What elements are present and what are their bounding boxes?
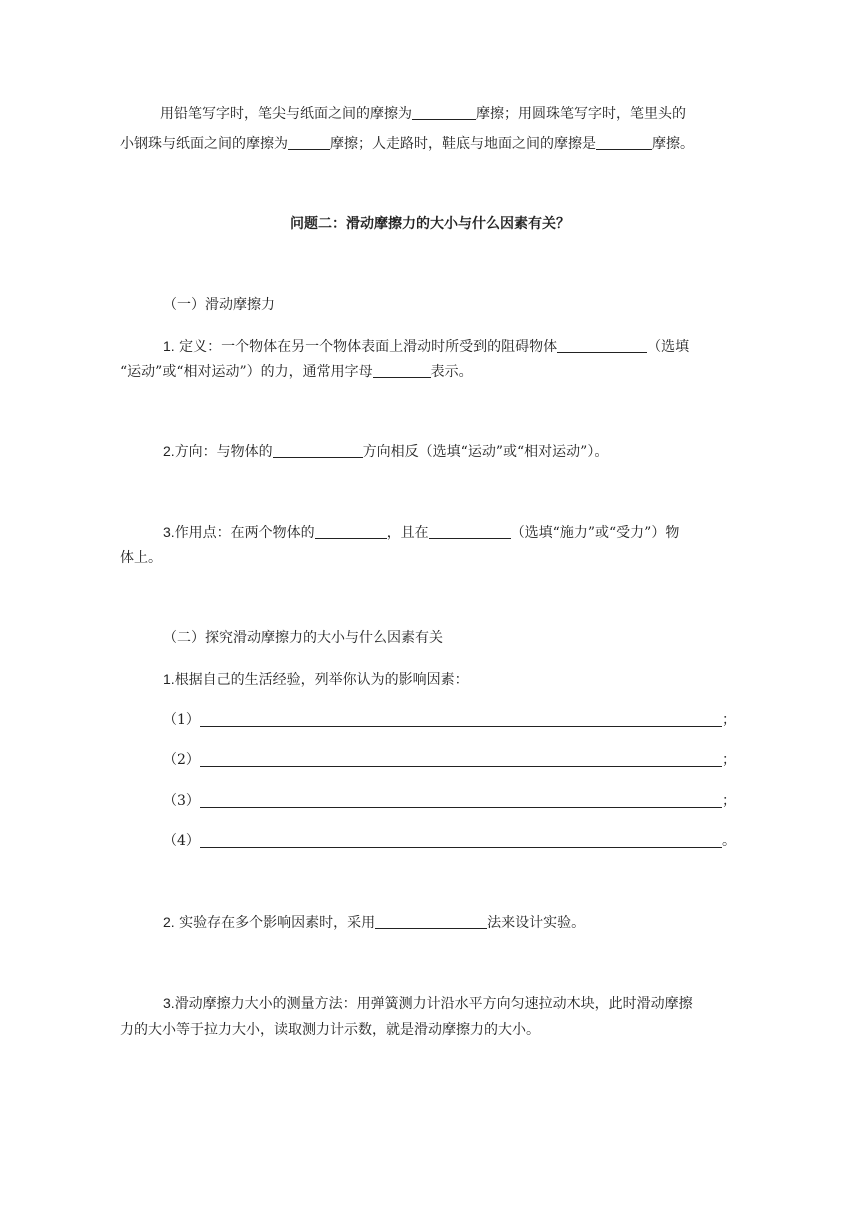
direction-text-b: 方向相反（选填“运动”或“相对运动”）。 (362, 444, 609, 460)
intro-text-2b: 摩擦；人走路时，鞋底与地面之间的摩擦是 (330, 136, 596, 152)
factor-end-3: ； (722, 793, 736, 809)
point-text-a: 作用点：在两个物体的 (174, 525, 315, 541)
blank-pencil-friction[interactable] (412, 105, 476, 120)
factor-label-3: （3） (163, 793, 200, 809)
intro-line-2 (120, 134, 730, 154)
intro-text-2c: 摩擦。 (652, 136, 694, 152)
definition-text-c: “运动”或“相对运动”）的力，通常用字母 (120, 364, 373, 380)
blank-point-object[interactable] (429, 524, 511, 539)
definition-number: 1. (163, 338, 175, 354)
factor-label-2: （2） (163, 752, 200, 768)
blank-walking-friction[interactable] (596, 135, 652, 150)
factor-end-1: ； (722, 712, 736, 728)
factor-blank-4[interactable] (200, 833, 722, 848)
method-line (120, 912, 730, 933)
factor-label-4: （4） (163, 833, 200, 849)
method-text-b: 法来设计实验。 (487, 915, 586, 931)
definition-text-a: 定义：一个物体在另一个物体表面上滑动时所受到的阻碍物体 (179, 339, 558, 355)
blank-point-surface[interactable] (315, 524, 387, 539)
direction-text-a: 方向：与物体的 (174, 444, 273, 460)
measure-text-a: 滑动摩擦力大小的测量方法：用弹簧测力计沿水平方向匀速拉动木块，此时滑动摩擦 (174, 996, 693, 1012)
factors-text: 根据自己的生活经验，列举你认为的影响因素： (174, 672, 469, 688)
intro-line-1 (120, 104, 730, 124)
factor-blank-3[interactable] (200, 793, 722, 808)
blank-definition-motion[interactable] (557, 338, 647, 353)
point-text-c: （选填“施力”或“受力”）物 (510, 525, 680, 541)
question2-title: 问题二：滑动摩擦力的大小与什么因素有关？ (290, 216, 570, 232)
method-text-a: 实验存在多个影响因素时，采用 (179, 915, 376, 931)
definition-line-2 (120, 362, 730, 382)
direction-line (120, 441, 730, 462)
factors-number: 1. (163, 671, 175, 687)
intro-text-1b: 摩擦；用圆珠笔写字时，笔里头的 (476, 106, 686, 122)
factor-label-1: （1） (163, 712, 200, 728)
blank-definition-letter[interactable] (373, 363, 431, 378)
section2-heading: （二）探究滑动摩擦力的大小与什么因素有关 (163, 630, 443, 646)
factor-end-2: ； (722, 752, 736, 768)
direction-number: 2. (163, 443, 175, 459)
blank-direction[interactable] (273, 443, 363, 458)
point-text-b: ，且在 (386, 525, 429, 541)
measure-line-1 (120, 993, 730, 1014)
definition-text-b: （选填 (647, 339, 690, 355)
factors-prompt (120, 669, 730, 690)
intro-text-1a: 用铅笔写字时，笔尖与纸面之间的摩擦为 (160, 106, 412, 122)
blank-ballpen-friction[interactable] (288, 135, 330, 150)
point-line-2: 体上。 (120, 550, 162, 566)
definition-text-d: 表示。 (430, 364, 473, 380)
definition-line-1 (120, 336, 730, 357)
blank-method[interactable] (375, 914, 487, 929)
measure-number: 3. (163, 995, 175, 1011)
measure-line-2: 力的大小等于拉力大小，读取测力计示数，就是滑动摩擦力的大小。 (120, 1022, 540, 1038)
factor-blank-2[interactable] (200, 752, 722, 767)
factor-blank-1[interactable] (200, 712, 722, 727)
point-line-1 (120, 522, 730, 543)
point-number: 3. (163, 524, 175, 540)
intro-text-2a: 小钢珠与纸面之间的摩擦为 (120, 136, 288, 152)
section1-heading: （一）滑动摩擦力 (163, 297, 275, 313)
method-number: 2. (163, 914, 175, 930)
factor-end-4: 。 (722, 833, 736, 849)
